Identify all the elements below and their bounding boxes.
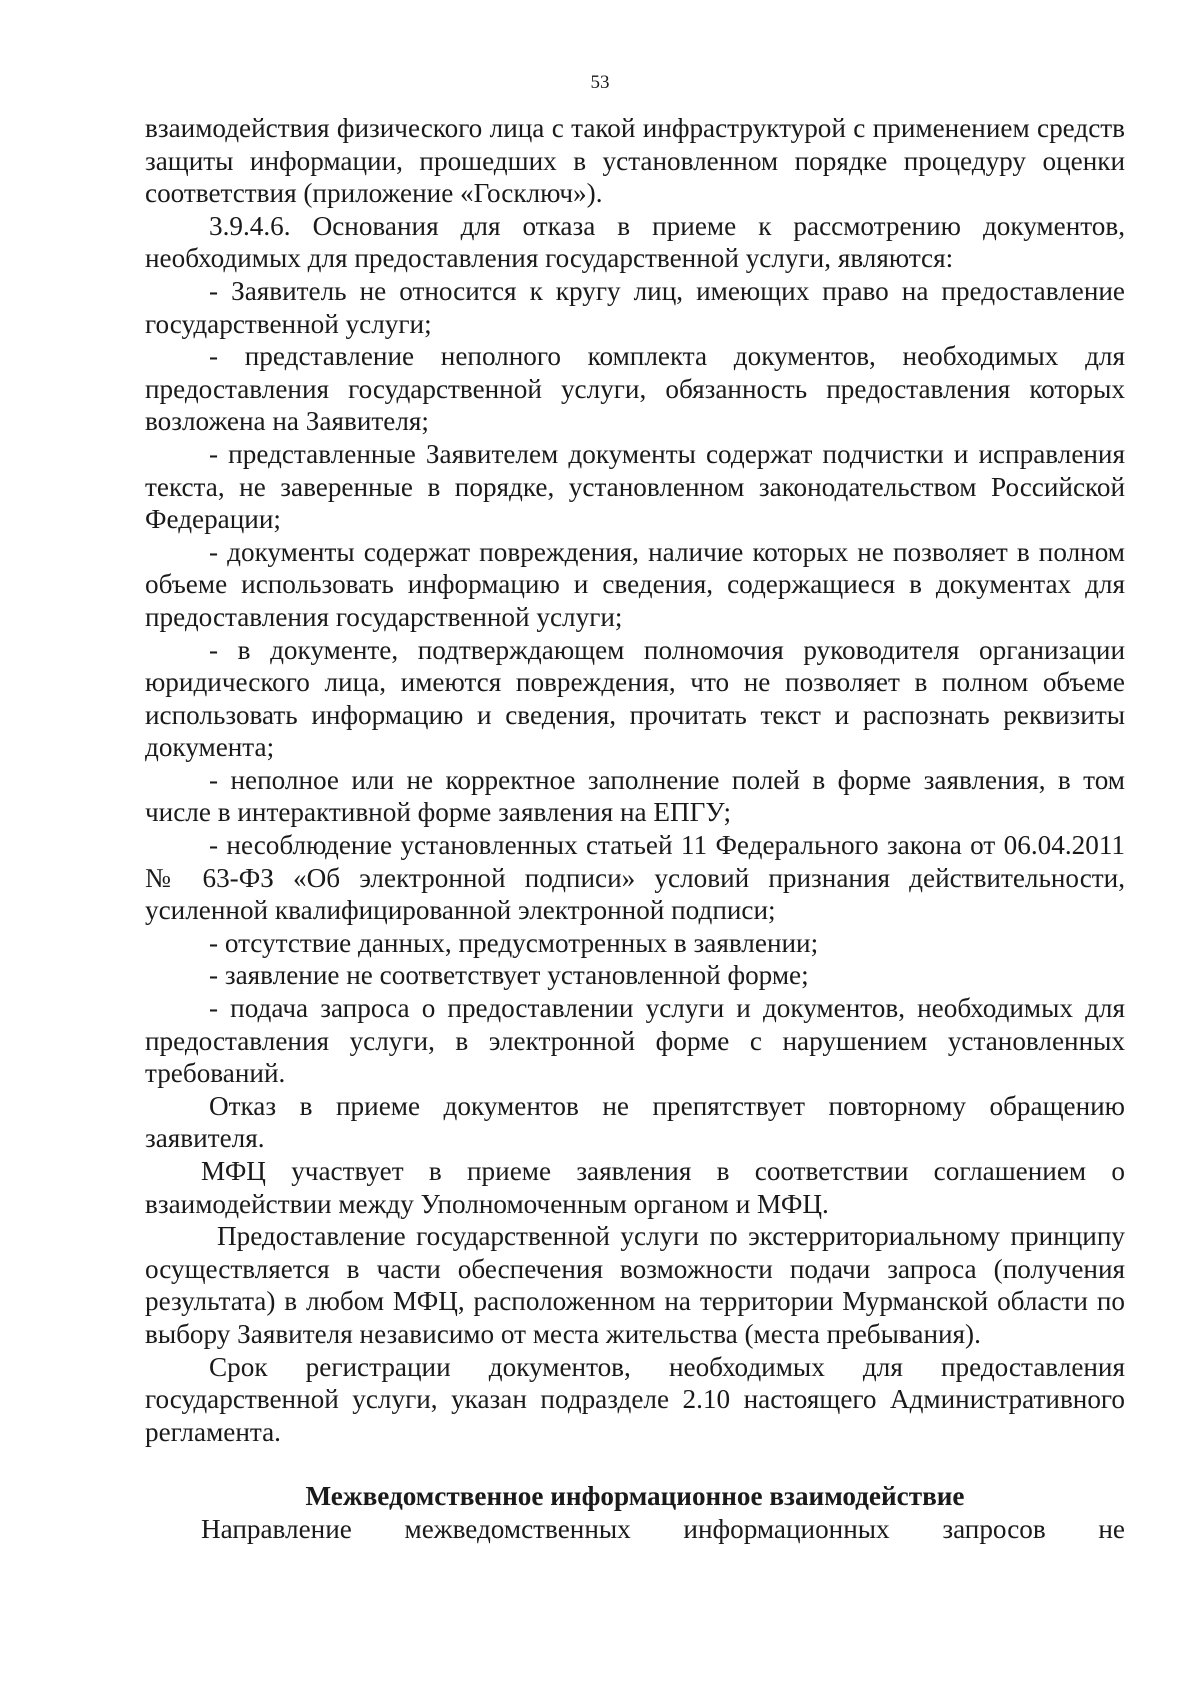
section-heading: Межведомственное информационное взаимодействие: [305, 1481, 965, 1512]
list-item: - заявление не соответствует установленной форме;: [209, 960, 809, 991]
page-number: 53: [590, 72, 610, 93]
list-item: - представленные Заявителем документы содержат подчистки и исправления текста, не заверенные в порядке, установленном законодательством Российской Федерации;: [145, 438, 1125, 535]
list-item: - документы содержат повреждения, наличие которых не позволяет в полном объеме использовать информацию и сведения, содержащиеся в документах для предоставления государственной услуги;: [145, 536, 1125, 632]
paragraph-registration-term: Срок регистрации документов, необходимых для предоставления государственной услуги, указан подразделе 2.10 настоящего Административного регламента.: [145, 1351, 1125, 1447]
list-item: - Заявитель не относится к кругу лиц, имеющих право на предоставление государственной услуги;: [145, 275, 1125, 339]
list-item: - отсутствие данных, предусмотренных в заявлении;: [209, 927, 819, 958]
list-item: - неполное или не корректное заполнение полей в форме заявления, в том числе в интерактивной форме заявления на ЕПГУ;: [145, 764, 1125, 828]
paragraph-interagency: Направление межведомственных информационных запросов не: [201, 1513, 1125, 1544]
paragraph-extraterritorial: Предоставление государственной услуги по экстерриториальному принципу осуществляется в части обеспечения возможности подачи запроса (получения результата) в любом МФЦ, расположенном на территории Мурманской области по выбору Заявителя независимо от места жительства (места пребывания).: [145, 1221, 1125, 1349]
list-item: - в документе, подтверждающем полномочия руководителя организации юридического лица, имеются повреждения, что не позволяет в полном объеме использовать информацию и сведения, прочитать текст и распознать реквизиты документа;: [145, 634, 1125, 763]
paragraph-continuation: взаимодействия физического лица с такой инфраструктурой с применением средств защиты информации, прошедших в установленном порядке процедуру оценки соответствия (приложение «Госключ»).: [145, 113, 1125, 209]
paragraph-grounds-for-refusal: 3.9.4.6. Основания для отказа в приеме к рассмотрению документов, необходимых для предоставления государственной услуги, являются:: [145, 210, 1125, 274]
list-item: - несоблюдение установленных статьей 11 Федерального закона от 06.04.2011 № 63-ФЗ «Об электронной подписи» условий признания действительности, усиленной квалифицированной электронной подписи;: [145, 830, 1125, 926]
list-item: - представление неполного комплекта документов, необходимых для предоставления государственной услуги, обязанность предоставления которых возложена на Заявителя;: [145, 341, 1125, 437]
paragraph-mfc: МФЦ участвует в приеме заявления в соответствии соглашением о взаимодействии между Уполномоченным органом и МФЦ.: [145, 1156, 1125, 1219]
document-body: [145, 112, 1125, 1546]
list-item: - подача запроса о предоставлении услуги и документов, необходимых для предоставления услуги, в электронной форме с нарушением установленных требований.: [145, 993, 1125, 1089]
paragraph-refusal-note: Отказ в приеме документов не препятствует повторному обращению заявителя.: [145, 1090, 1125, 1154]
